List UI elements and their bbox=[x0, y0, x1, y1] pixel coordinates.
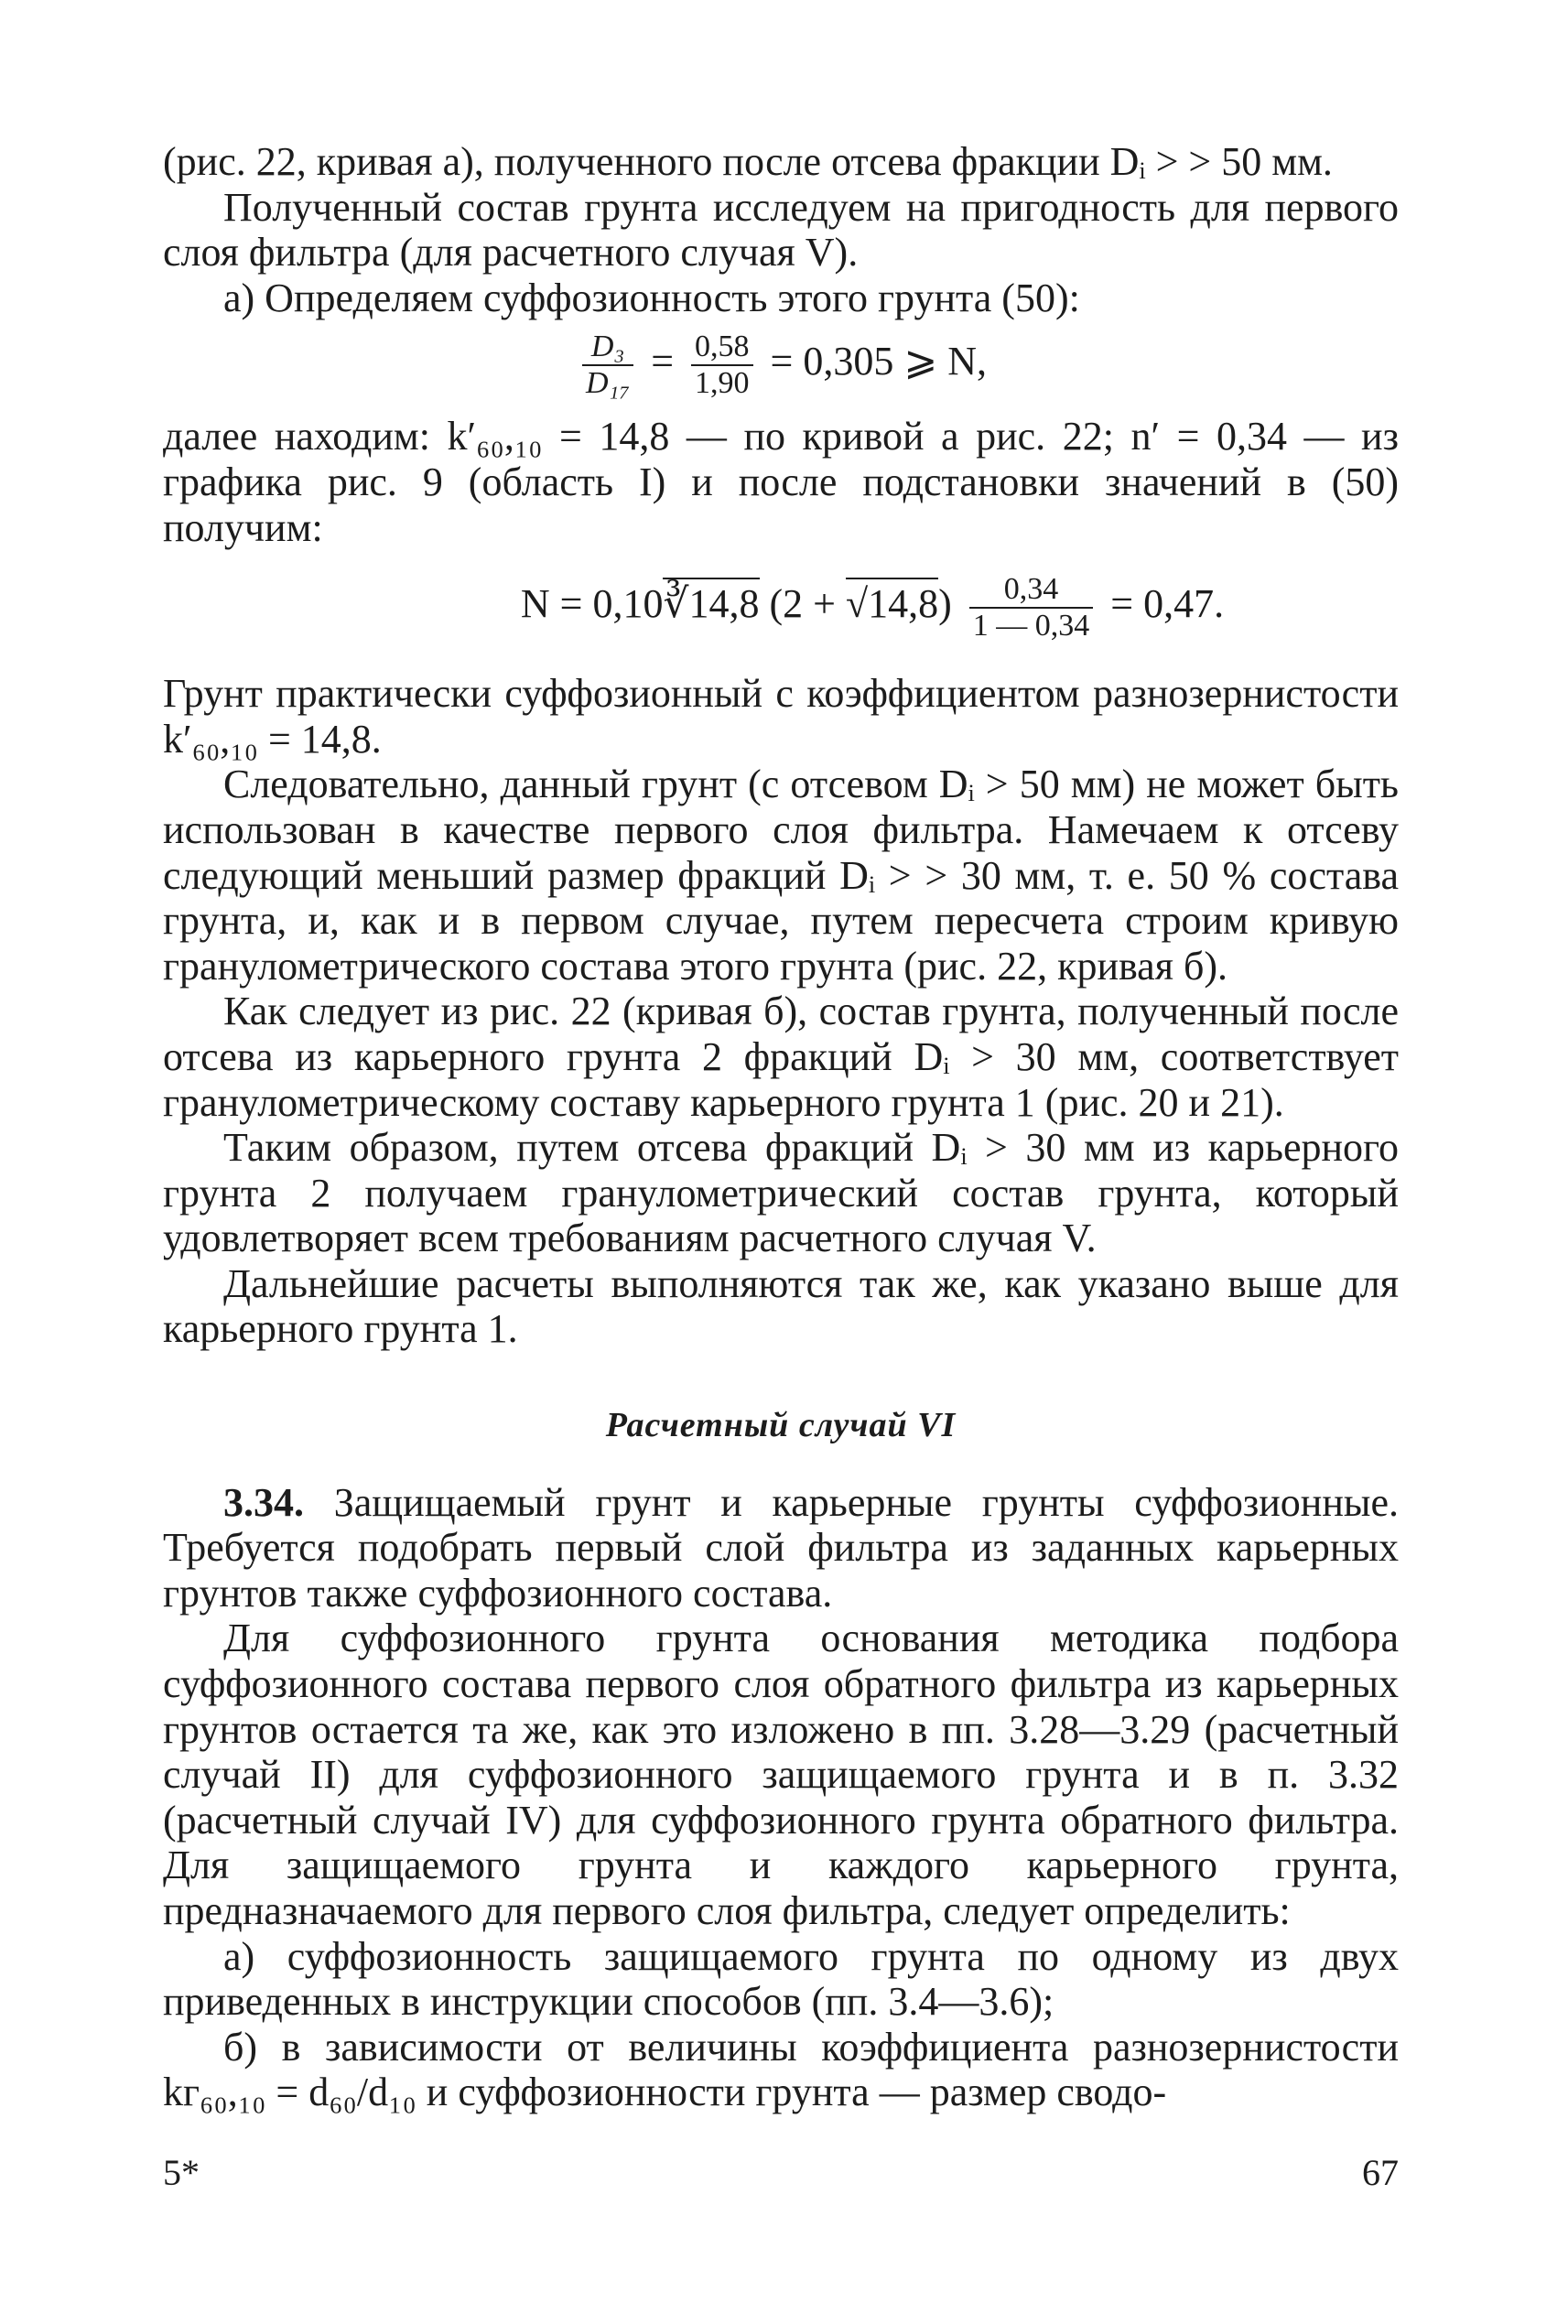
fraction-denominator: 1,90 bbox=[695, 366, 750, 401]
fraction-numerator: D₃ bbox=[582, 330, 633, 366]
cube-root: ∛14,8 bbox=[663, 578, 759, 626]
fraction-exponent bbox=[969, 572, 1094, 643]
formula-result: = 0,47. bbox=[1110, 581, 1225, 627]
paragraph-4: далее находим: k′₆₀,₁₀ = 14,8 — по кривой а рис. 22; n′ = 0,34 — из графика рис. 9 (область I) и после подстановки значений в (50) получим: bbox=[163, 414, 1399, 550]
fraction-d3-d17 bbox=[582, 330, 633, 401]
fraction-values bbox=[691, 330, 753, 401]
page-footer bbox=[163, 2151, 1399, 2194]
page-number: 67 bbox=[1362, 2152, 1399, 2193]
section-heading: Расчетный случай VI bbox=[605, 1406, 957, 1445]
formula-lhs: N = 0,10 bbox=[520, 581, 664, 627]
paragraph-13: б) в зависимости от величины коэффициента разнозернистости kᴦ₆₀,₁₀ = d₆₀/d₁₀ и суффозионности грунта — размер сводо- bbox=[163, 2024, 1399, 2115]
paragraph-7: Как следует из рис. 22 (кривая б), состав грунта, полученный после отсева из карьерного грунта 2 фракций Dᵢ > 30 мм, соответствует гранулометрическому составу карьерного грунта 1 (рис. 20 и 21). bbox=[163, 989, 1399, 1125]
signature-mark: 5* bbox=[163, 2152, 200, 2193]
fraction-denominator: 1 — 0,34 bbox=[972, 609, 1090, 643]
paragraph-1: (рис. 22, кривая а), полученного после отсева фракции Dᵢ > > 50 мм. bbox=[163, 139, 1333, 184]
paragraph-8: Таким образом, путем отсева фракций Dᵢ > 30 мм из карьерного грунта 2 получаем гранулометрический состав грунта, который удовлетворяет всем требованиям расчетного случая V. bbox=[163, 1125, 1399, 1261]
paragraph-12: а) суффозионность защищаемого грунта по одному из двух приведенных в инструкции способов (пп. 3.4—3.6); bbox=[163, 1933, 1399, 2025]
fraction-numerator: 0,58 bbox=[691, 330, 753, 366]
square-root: √14,8 bbox=[846, 578, 938, 626]
paragraph-3: а) Определяем суффозионность этого грунта (50): bbox=[223, 275, 1080, 320]
paragraph-11: Для суффозионного грунта основания методика подбора суффозионного состава первого слоя обратного фильтра из карьерных грунтов остается та же, как это изложено в пп. 3.28—3.29 (расчетный случай II) для суффозионного защищаемого грунта и в п. 3.32 (расчетный случай IV) для суффозионного грунта обратного фильтра. Для защищаемого грунта и каждого карьерного грунта, предназначаемого для первого слоя фильтра, следует определить: bbox=[163, 1616, 1399, 1933]
formula-suffosion-ratio: $\frac{\text{D₃}}{\text{D₁₇}}$ = $\frac{0,58}{1,90}$ = 0,305 ⩾ N, bbox=[163, 330, 1399, 401]
fraction-denominator: D₁₇ bbox=[586, 366, 631, 401]
formula-n-calculation bbox=[163, 572, 1399, 643]
clause-number: 3.34. bbox=[223, 1479, 304, 1525]
paragraph-5: Грунт практически суффозионный с коэффициентом разнозернистости k′₆₀,₁₀ = 14,8. bbox=[163, 671, 1399, 762]
paragraph-2: Полученный состав грунта исследуем на пригодность для первого слоя фильтра (для расчетного случая V). bbox=[163, 184, 1399, 276]
paragraph-6: Следовательно, данный грунт (с отсевом Dᵢ > 50 мм) не может быть использован в качестве первого слоя фильтра. Намечаем к отсеву следующий меньший размер фракций Dᵢ > > 30 мм, т. е. 50 % состава грунта, и, как и в первом случае, путем пересчета строим кривую гранулометрического состава этого грунта (рис. 22, кривая б). bbox=[163, 762, 1399, 989]
formula-close: ) bbox=[938, 581, 952, 627]
paragraph-10 bbox=[163, 1480, 1399, 1616]
formula-open: (2 + bbox=[769, 581, 846, 627]
paragraph-9: Дальнейшие расчеты выполняются так же, как указано выше для карьерного грунта 1. bbox=[163, 1260, 1399, 1352]
clause-text: Защищаемый грунт и карьерные грунты суффозионные. Требуется подобрать первый слой фильтра из заданных карьерных грунтов также суффозионного состава. bbox=[163, 1479, 1399, 1616]
fraction-numerator: 0,34 bbox=[969, 572, 1094, 609]
formula-result: = 0,305 ⩾ N, bbox=[770, 339, 987, 384]
main-text bbox=[163, 139, 1399, 2115]
